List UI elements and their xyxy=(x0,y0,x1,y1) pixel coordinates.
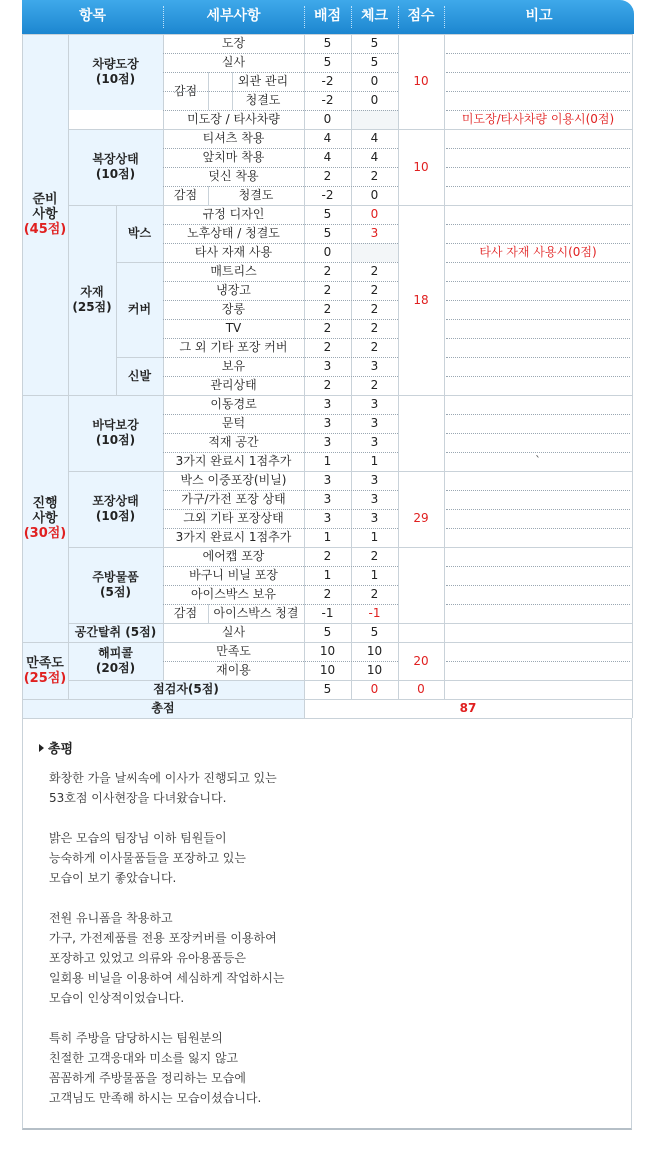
summary-line: 친절한 고객응대와 미소를 잃지 않고 xyxy=(49,1051,239,1065)
base-cell: 2 xyxy=(323,302,332,316)
note-cell: 타사 자재 사용시(0점) xyxy=(479,245,597,259)
grid-line xyxy=(163,490,398,491)
group-cloth-line: 복장상태 xyxy=(92,152,139,166)
grid-line xyxy=(446,53,630,54)
base-cell: 3 xyxy=(323,473,332,487)
grid-line xyxy=(163,452,398,453)
base-cell: 2 xyxy=(323,378,332,392)
base-cell: 5 xyxy=(323,55,332,69)
check-cell: 1 xyxy=(370,568,379,582)
grid-line xyxy=(446,300,630,301)
base-cell: 2 xyxy=(323,587,332,601)
grid-line xyxy=(163,661,398,662)
grid-line xyxy=(446,91,630,92)
summary-title-text: 총평 xyxy=(48,742,74,757)
grid-line xyxy=(22,642,632,643)
grid-line xyxy=(398,129,444,130)
grid-line xyxy=(398,395,444,396)
check-cell: 3 xyxy=(370,511,379,525)
detail-cell: 3가지 완료시 1점추가 xyxy=(175,454,292,468)
grid-line xyxy=(68,34,69,699)
deduct-label: 감점 xyxy=(173,83,198,98)
base-cell: 10 xyxy=(319,663,336,677)
group-material-line: (25점) xyxy=(72,300,112,314)
note-cell: ` xyxy=(535,454,541,468)
check-cell: 2 xyxy=(370,378,379,392)
grid-line xyxy=(116,357,163,358)
grid-line xyxy=(22,34,632,35)
grid-line xyxy=(163,566,398,567)
detail-cell: 그외 기타 포장상태 xyxy=(183,511,284,525)
section-prep xyxy=(22,34,68,395)
base-cell: 5 xyxy=(323,226,332,240)
check-cell: 3 xyxy=(370,416,379,430)
summary-line: 모습이 인상적이었습니다. xyxy=(49,991,185,1005)
grid-line xyxy=(444,34,445,699)
detail-cell: 보유 xyxy=(221,359,246,373)
grid-line xyxy=(398,34,399,699)
detail-cell: 미도장 / 타사차량 xyxy=(187,112,280,126)
summary-line: 능숙하게 이사물품들을 포장하고 있는 xyxy=(49,851,246,865)
grid-line xyxy=(398,205,444,206)
subgroup-shoe: 신발 xyxy=(116,357,163,395)
detail-cell: 바구니 비닐 포장 xyxy=(189,568,278,582)
base-cell: 0 xyxy=(323,245,332,259)
base-cell: 3 xyxy=(323,397,332,411)
group-happy-line: (20점) xyxy=(95,661,136,675)
summary-line: 일회용 비닐을 이용하여 세심하게 작업하시는 xyxy=(49,971,285,985)
header-score: 점수 xyxy=(407,8,435,24)
detail-cell: 박스 이중포장(비닐) xyxy=(180,473,287,487)
grid-line xyxy=(446,661,630,662)
header-item: 항목 xyxy=(78,8,107,24)
grid-line xyxy=(398,680,444,681)
subgroup-box: 박스 xyxy=(116,205,163,262)
grid-line xyxy=(163,338,398,339)
check-cell: 4 xyxy=(370,150,379,164)
score-material: 18 xyxy=(413,292,429,307)
group-car-line: 차량도장 xyxy=(92,57,139,71)
group-floor-line: 바닥보강 xyxy=(92,418,139,432)
detail-cell: 그 외 기타 포장 커버 xyxy=(179,340,288,354)
grid-line xyxy=(163,186,398,187)
detail-cell: 문턱 xyxy=(221,416,246,430)
base-cell: 10 xyxy=(319,644,336,658)
header-note: 비고 xyxy=(525,8,553,24)
detail-cell: 재이용 xyxy=(216,663,251,677)
detail-cell: 냉장고 xyxy=(216,283,251,297)
grid-line xyxy=(446,148,630,149)
grid-line xyxy=(163,110,398,111)
header-check: 체크 xyxy=(360,8,389,24)
grid-line xyxy=(68,680,632,681)
grid-line xyxy=(446,509,630,510)
score-happy: 20 xyxy=(413,653,429,668)
subgroup-cover: 커버 xyxy=(116,262,163,357)
detail-cell: 가구/가전 포장 상태 xyxy=(181,492,286,506)
detail-cell: 관리상태 xyxy=(210,378,257,392)
group-floor-line: (10점) xyxy=(95,433,136,447)
summary-line: 꼼꼼하게 주방물품을 정리하는 모습에 xyxy=(49,1071,246,1085)
grid-line xyxy=(208,186,209,205)
deduct-label: 감점 xyxy=(173,606,198,620)
group-kitchen-line: (5점) xyxy=(100,585,131,599)
header-base: 배점 xyxy=(313,8,342,24)
check-cell: -1 xyxy=(368,606,381,620)
base-cell: 0 xyxy=(323,112,332,126)
group-pack-line: 포장상태 xyxy=(92,494,139,508)
detail-cell: 노후상태 / 청결도 xyxy=(187,226,280,240)
detail-cell: 이동경로 xyxy=(210,397,257,411)
check-cell: 3 xyxy=(370,435,379,449)
check-cell: 3 xyxy=(370,397,379,411)
score-cloth: 10 xyxy=(413,159,429,174)
check-cell: 1 xyxy=(370,454,379,468)
grid-line xyxy=(208,604,209,623)
group-pack-line: (10점) xyxy=(95,509,136,523)
detail-cell: 티셔츠 착용 xyxy=(202,131,265,145)
check-cell: 5 xyxy=(370,55,379,69)
summary-title xyxy=(39,738,73,757)
header-separator xyxy=(398,6,399,28)
grid-line xyxy=(163,604,398,605)
detail-cell: 매트리스 xyxy=(210,264,257,278)
grid-line xyxy=(22,395,632,396)
base-cell: -2 xyxy=(321,74,334,88)
deduct-label: 감점 xyxy=(173,188,198,202)
check-cell: 2 xyxy=(370,302,379,316)
base-cell: 3 xyxy=(323,359,332,373)
base-cell: 1 xyxy=(323,454,332,468)
inspector-check: 0 xyxy=(370,682,379,696)
detail-cell: 아이스박스 청결 xyxy=(213,606,299,620)
check-cell: 0 xyxy=(370,188,379,202)
check-cell: 2 xyxy=(370,264,379,278)
grid-line xyxy=(163,433,398,434)
section-proc-line: 진행 사항 xyxy=(32,496,58,526)
check-cell: 0 xyxy=(370,207,379,221)
grid-line xyxy=(446,262,630,263)
detail-cell: 3가지 완료시 1점추가 xyxy=(175,530,292,544)
group-happy-line: 해피콜 xyxy=(98,646,133,660)
grid-line xyxy=(163,528,398,529)
grid-line xyxy=(446,566,630,567)
summary-line: 밝은 모습의 팀장님 이하 팀원들이 xyxy=(49,831,227,845)
summary-line: 가구, 가전제품를 전용 포장커버를 이용하여 xyxy=(49,931,277,945)
base-cell: 2 xyxy=(323,169,332,183)
group-material xyxy=(68,205,116,395)
check-cell: 3 xyxy=(370,359,379,373)
summary-line: 화창한 가을 날씨속에 이사가 진행되고 있는 xyxy=(49,771,277,785)
check-cell: 2 xyxy=(370,321,379,335)
grid-line xyxy=(163,53,398,54)
grid-line xyxy=(163,224,398,225)
detail-cell: 청결도 xyxy=(238,188,274,202)
base-cell: 4 xyxy=(323,150,332,164)
grid-line xyxy=(163,167,398,168)
grid-line xyxy=(446,604,630,605)
grid-line xyxy=(68,471,632,472)
base-cell: -2 xyxy=(321,93,334,107)
base-cell: 3 xyxy=(323,435,332,449)
section-proc-line: (30점) xyxy=(23,526,67,541)
base-cell: 2 xyxy=(323,264,332,278)
base-cell: -2 xyxy=(321,188,334,202)
group-floor xyxy=(68,395,163,471)
detail-cell: 앞치마 착용 xyxy=(202,150,265,164)
check-cell: 3 xyxy=(370,226,379,240)
grid-line xyxy=(446,357,630,358)
check-cell: 2 xyxy=(370,340,379,354)
header-separator xyxy=(163,6,164,28)
check-cell: 0 xyxy=(370,74,379,88)
base-cell: -1 xyxy=(321,606,334,620)
grid-line xyxy=(163,262,398,263)
group-kitchen xyxy=(68,547,163,623)
base-cell: 2 xyxy=(323,283,332,297)
grid-line xyxy=(163,91,398,92)
grid-line xyxy=(163,300,398,301)
group-happy xyxy=(68,642,163,680)
detail-cell: 에어캡 포장 xyxy=(202,549,265,563)
blank-check-cell xyxy=(351,243,398,262)
grid-line xyxy=(446,167,630,168)
check-cell: 0 xyxy=(370,93,379,107)
check-cell: 5 xyxy=(370,36,379,50)
evaluation-table xyxy=(22,34,634,718)
base-cell: 2 xyxy=(323,321,332,335)
grid-line xyxy=(163,585,398,586)
score-proc: 29 xyxy=(413,511,429,525)
section-proc xyxy=(22,395,68,642)
base-cell: 5 xyxy=(323,36,332,50)
grid-line xyxy=(68,129,632,130)
base-cell: 2 xyxy=(323,549,332,563)
check-cell: 2 xyxy=(370,587,379,601)
grid-line xyxy=(632,34,633,718)
grid-line xyxy=(163,414,398,415)
check-cell: 4 xyxy=(370,131,379,145)
summary-line: 53호점 이사현장을 다녀왔습니다. xyxy=(49,791,227,805)
group-cloth xyxy=(68,129,163,205)
grid-line xyxy=(446,433,630,434)
note-cell: 미도장/타사차량 이용시(0점) xyxy=(461,112,615,126)
group-pack xyxy=(68,471,163,547)
grid-line xyxy=(163,319,398,320)
detail-cell: 장롱 xyxy=(221,302,246,316)
base-cell: 1 xyxy=(323,568,332,582)
check-cell: 10 xyxy=(366,644,383,658)
grid-line xyxy=(116,205,117,395)
detail-cell: 청결도 xyxy=(245,93,281,107)
check-cell: 2 xyxy=(370,283,379,297)
grid-line xyxy=(446,243,630,244)
table-header xyxy=(22,0,634,34)
check-cell: 3 xyxy=(370,492,379,506)
group-car-line: (10점) xyxy=(95,72,136,86)
base-cell: 3 xyxy=(323,492,332,506)
group-cloth-line: (10점) xyxy=(95,167,136,181)
detail-cell: 규정 디자인 xyxy=(202,207,265,221)
grid-line xyxy=(163,148,398,149)
group-kitchen-line: 주방물품 xyxy=(92,570,139,584)
grid-line xyxy=(22,699,632,700)
check-cell: 2 xyxy=(370,169,379,183)
base-cell: 3 xyxy=(323,416,332,430)
grid-line xyxy=(446,224,630,225)
base-cell: 5 xyxy=(323,625,332,639)
detail-cell: 실사 xyxy=(221,55,246,69)
evaluation-sheet xyxy=(22,0,634,1105)
inspector-label: 점검자(5점) xyxy=(68,680,304,699)
base-cell: 3 xyxy=(323,511,332,525)
check-cell: 3 xyxy=(370,473,379,487)
check-cell: 2 xyxy=(370,549,379,563)
grid-line xyxy=(446,281,630,282)
blank-check-cell xyxy=(351,110,398,129)
inspector-base: 5 xyxy=(323,682,332,696)
detail-cell: 도장 xyxy=(221,36,246,50)
detail-cell: 덧신 착용 xyxy=(208,169,259,183)
grid-line xyxy=(163,509,398,510)
grid-line xyxy=(22,34,23,718)
header-separator xyxy=(351,6,352,28)
group-space: 공간탈취 (5점) xyxy=(68,623,163,642)
total-value: 87 xyxy=(459,701,477,715)
triangle-bullet-icon xyxy=(39,744,44,752)
detail-cell: 만족도 xyxy=(216,644,251,658)
grid-line xyxy=(446,528,630,529)
summary-line: 고객님도 만족해 하시는 모습이셨습니다. xyxy=(49,1091,262,1105)
grid-line xyxy=(446,490,630,491)
score-car: 10 xyxy=(413,74,429,88)
section-sat-line: (25점) xyxy=(23,670,67,686)
grid-line xyxy=(446,585,630,586)
grid-line xyxy=(163,376,398,377)
base-cell: 1 xyxy=(323,530,332,544)
detail-cell: 적재 공간 xyxy=(208,435,259,449)
base-cell: 5 xyxy=(323,207,332,221)
inspector-score: 0 xyxy=(417,682,425,696)
grid-line xyxy=(163,72,398,73)
grid-line xyxy=(446,186,630,187)
section-sat-line: 만족도 xyxy=(26,655,64,671)
grid-line xyxy=(163,281,398,282)
base-cell: 2 xyxy=(323,340,332,354)
detail-cell: TV xyxy=(225,321,242,335)
group-car xyxy=(68,34,163,110)
grid-line xyxy=(446,110,630,111)
grid-line xyxy=(351,34,352,699)
grid-line xyxy=(68,205,632,206)
total-label: 총점 xyxy=(22,699,304,718)
detail-cell: 외관 관리 xyxy=(237,74,289,88)
grid-line xyxy=(446,376,630,377)
summary-line: 전원 유니폼을 착용하고 xyxy=(49,911,173,925)
grid-line xyxy=(446,414,630,415)
grid-line xyxy=(68,547,632,548)
group-material-line: 자재 xyxy=(80,285,104,299)
summary-line: 모습이 보기 좋았습니다. xyxy=(49,871,177,885)
check-cell: 1 xyxy=(370,530,379,544)
header-separator xyxy=(444,6,445,28)
grid-line xyxy=(446,452,630,453)
section-sat xyxy=(22,642,68,699)
grid-line xyxy=(68,623,632,624)
detail-cell: 타사 자재 사용 xyxy=(194,245,273,259)
section-prep-line: 준비 사항 xyxy=(32,192,58,222)
section-prep-line: (45점) xyxy=(23,222,67,237)
grid-line xyxy=(446,338,630,339)
grid-line xyxy=(446,319,630,320)
check-cell: 10 xyxy=(366,663,383,677)
detail-cell: 실사 xyxy=(221,625,246,639)
grid-line xyxy=(163,243,398,244)
summary-line: 특히 주방을 담당하시는 팀원분의 xyxy=(49,1031,223,1045)
summary-section xyxy=(22,718,632,1130)
check-cell: 5 xyxy=(370,625,379,639)
grid-line xyxy=(116,262,163,263)
summary-line: 포장하고 있었고 의류와 유아용품등은 xyxy=(49,951,246,965)
base-cell: 4 xyxy=(323,131,332,145)
grid-line xyxy=(446,72,630,73)
header-separator xyxy=(304,6,305,28)
detail-cell: 아이스박스 보유 xyxy=(191,587,276,601)
grid-line xyxy=(398,642,444,643)
header-detail: 세부사항 xyxy=(206,8,261,24)
grid-line xyxy=(163,357,398,358)
